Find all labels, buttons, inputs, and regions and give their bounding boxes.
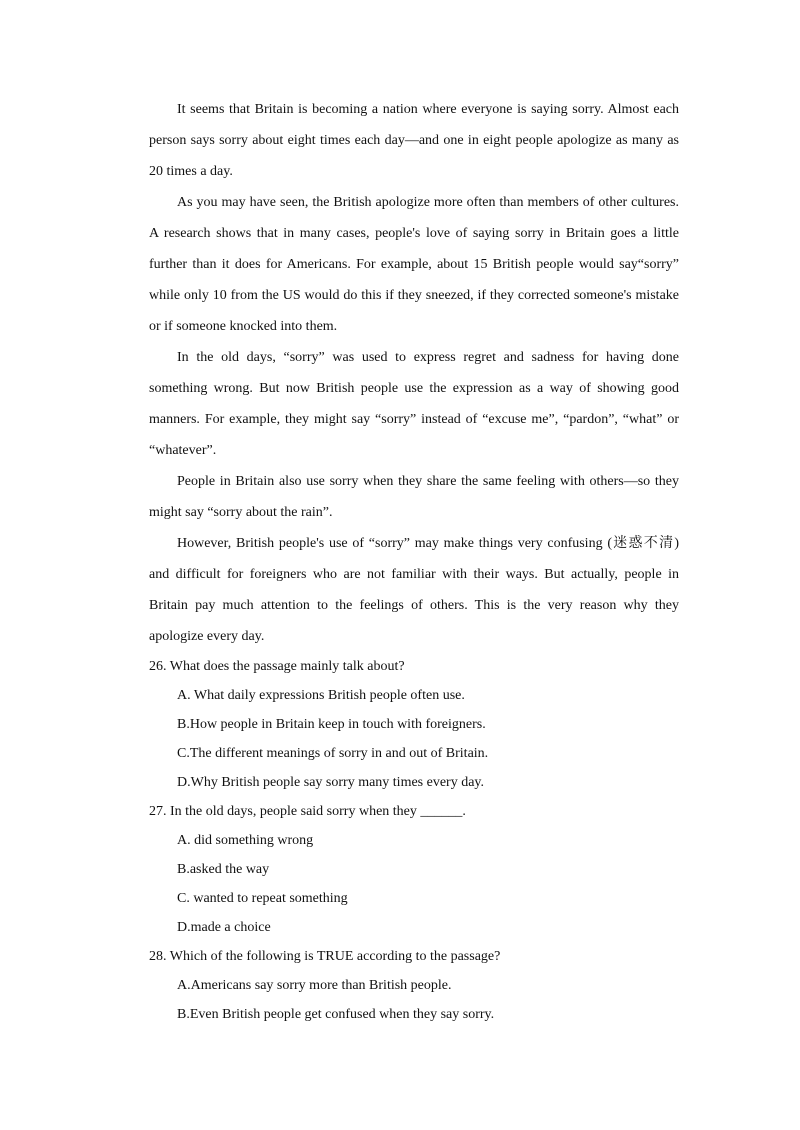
question-27-option-b: B.asked the way	[177, 862, 270, 877]
question-26-option-d: D.Why British people say sorry many times every day.	[177, 775, 485, 790]
question-28-option-a: A.Americans say sorry more than British people.	[177, 978, 452, 993]
passage-paragraph-4: People in Britain also use sorry when they share the same feeling with others—so they might say “sorry about the rain”.	[149, 474, 679, 520]
passage-paragraph-5: However, British people's use of “sorry” may make things very confusing (迷惑不清) and difficult for foreigners who are not familiar with their ways. But actually, people in Britain pay much attention to the feelings of others. This is the very reason why they apologize every day.	[149, 536, 679, 644]
passage-paragraph-1: It seems that Britain is becoming a nation where everyone is saying sorry. Almost each person says sorry about eight times each day—and one in eight people apologize as many as 20 times a day.	[149, 102, 679, 179]
question-26-stem: 26. What does the passage mainly talk about?	[149, 659, 405, 674]
question-28-stem: 28. Which of the following is TRUE according to the passage?	[149, 949, 501, 964]
question-27-option-d: D.made a choice	[177, 920, 271, 935]
passage-paragraph-2: As you may have seen, the British apologize more often than members of other cultures. A research shows that in many cases, people's love of saying sorry in Britain goes a little further than it does for Americans. For example, about 15 British people would say“sorry” while only 10 from the US would do this if they sneezed, if they corrected someone's mistake or if someone knocked into them.	[149, 195, 679, 334]
question-26-option-c: C.The different meanings of sorry in and out of Britain.	[177, 746, 489, 761]
question-26-option-b: B.How people in Britain keep in touch with foreigners.	[177, 717, 486, 732]
passage-paragraph-3: In the old days, “sorry” was used to express regret and sadness for having done something wrong. But now British people use the expression as a way of showing good manners. For example, they might say “sorry” instead of “excuse me”, “pardon”, “what” or “whatever”.	[149, 350, 679, 458]
question-28-option-b: B.Even British people get confused when they say sorry.	[177, 1007, 495, 1022]
question-27-option-a: A. did something wrong	[177, 833, 314, 848]
question-27-option-c: C. wanted to repeat something	[177, 891, 348, 906]
document-content	[149, 94, 679, 1029]
question-26-option-a: A. What daily expressions British people often use.	[177, 688, 465, 703]
question-27-stem: 27. In the old days, people said sorry when they ______.	[149, 804, 466, 819]
